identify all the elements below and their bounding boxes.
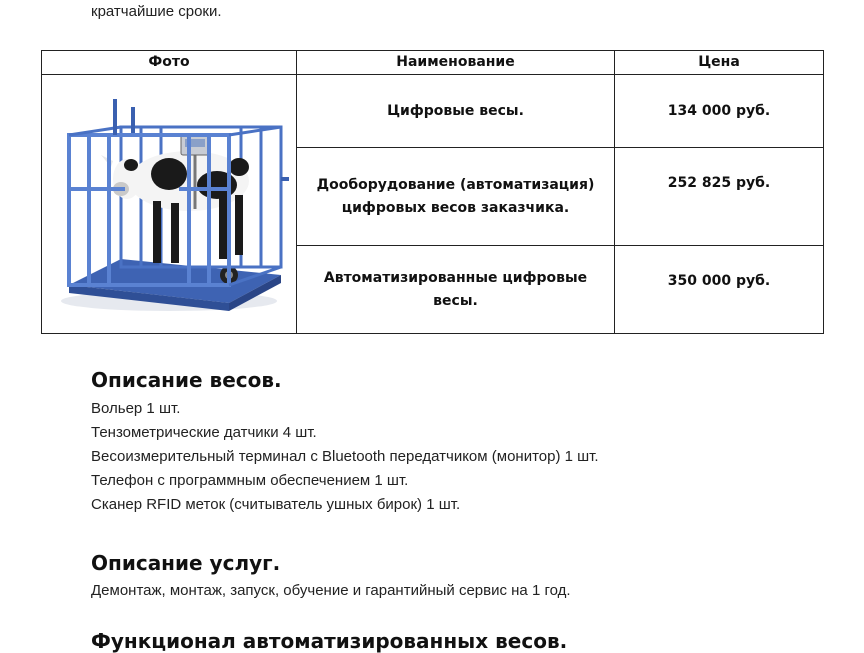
header-photo: Фото xyxy=(42,51,297,75)
list-item: Весоизмерительный терминал с Bluetooth передатчиком (монитор) 1 шт. xyxy=(91,448,599,465)
row-1-price: 134 000 руб. xyxy=(615,75,824,148)
table-header-row xyxy=(42,51,824,75)
row-1-name: Цифровые весы. xyxy=(297,75,615,148)
intro-text-tail: кратчайшие сроки. xyxy=(91,3,222,20)
list-item: Вольер 1 шт. xyxy=(91,400,181,417)
row-3-name: Автоматизированные цифровые весы. xyxy=(297,246,615,334)
scales-description-heading: Описание весов. xyxy=(91,368,282,392)
list-item: Сканер RFID меток (считыватель ушных бирок) 1 шт. xyxy=(91,496,461,513)
header-name: Наименование xyxy=(297,51,615,75)
price-table xyxy=(41,50,824,334)
list-item: Тензометрические датчики 4 шт. xyxy=(91,424,317,441)
header-price: Цена xyxy=(615,51,824,75)
table-row xyxy=(42,75,824,148)
row-2-name: Дооборудование (автоматизация) цифровых весов заказчика. xyxy=(297,148,615,246)
scales-description-list xyxy=(91,397,599,517)
list-item: Демонтаж, монтаж, запуск, обучение и гарантийный сервис на 1 год. xyxy=(91,582,571,599)
list-item: Телефон с программным обеспечением 1 шт. xyxy=(91,472,409,489)
livestock-scale-image xyxy=(49,89,289,319)
photo-cell xyxy=(42,75,297,334)
services-description-list xyxy=(91,579,571,603)
functional-heading: Функционал автоматизированных весов. xyxy=(91,629,568,653)
row-3-price: 350 000 руб. xyxy=(615,246,824,334)
services-description-heading: Описание услуг. xyxy=(91,551,281,575)
row-2-price: 252 825 руб. xyxy=(615,148,824,246)
